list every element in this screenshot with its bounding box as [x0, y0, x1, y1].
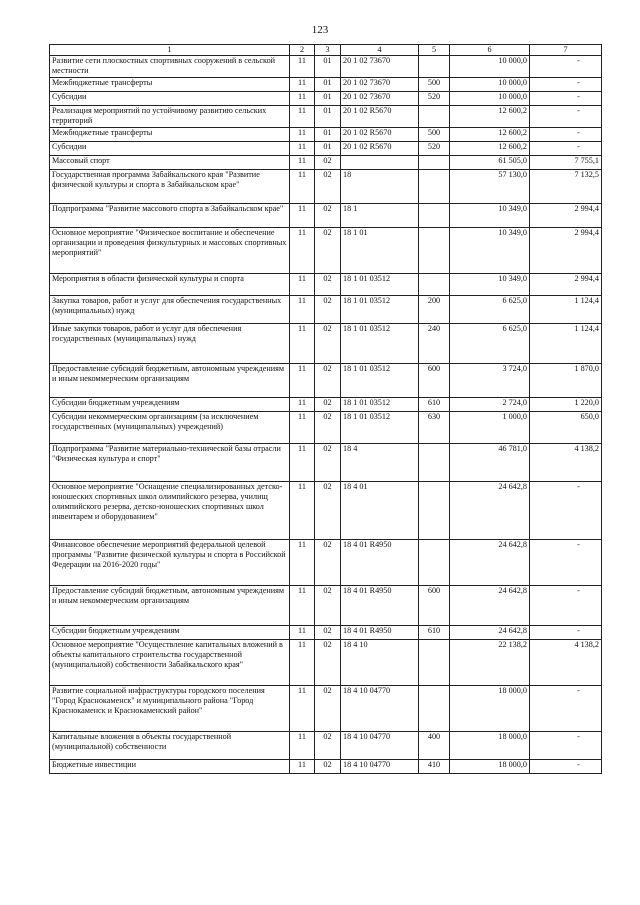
subsection-code-cell: 02: [315, 323, 341, 363]
amount2-cell: -: [530, 481, 602, 539]
amount2-cell: 1 124,4: [530, 295, 602, 323]
row-name-cell: Предоставление субсидий бюджетным, автономным учреждениям и иным некоммерческим организациям: [50, 585, 290, 625]
target-article-cell: 18 1 01 03512: [341, 323, 419, 363]
table-row: [50, 127, 602, 141]
amount2-cell: -: [530, 141, 602, 155]
table-row: [50, 169, 602, 203]
section-code-cell: 11: [290, 685, 315, 731]
section-code-cell: 11: [290, 731, 315, 759]
row-name-cell: Развитие сети плоскостных спортивных сооружений в сельской местности: [50, 56, 290, 78]
amount2-cell: 4 138,2: [530, 639, 602, 685]
section-code-cell: 11: [290, 155, 315, 169]
target-article-cell: 20 1 02 73670: [341, 77, 419, 91]
table-row: [50, 481, 602, 539]
column-header: 3: [315, 45, 341, 56]
subsection-code-cell: 01: [315, 77, 341, 91]
target-article-cell: 18 1 01 03512: [341, 397, 419, 411]
amount2-cell: 2 994,4: [530, 227, 602, 273]
amount2-cell: -: [530, 77, 602, 91]
amount-cell: 10 349,0: [450, 227, 530, 273]
amount2-cell: 650,0: [530, 411, 602, 443]
subsection-code-cell: 02: [315, 203, 341, 227]
subsection-code-cell: 02: [315, 169, 341, 203]
table-row: [50, 91, 602, 105]
subsection-code-cell: 01: [315, 105, 341, 127]
amount2-cell: -: [530, 539, 602, 585]
column-header: 7: [530, 45, 602, 56]
amount-cell: 12 600,2: [450, 105, 530, 127]
subsection-code-cell: 01: [315, 56, 341, 78]
target-article-cell: 18 4 01 R4950: [341, 625, 419, 639]
target-article-cell: 18 4 01: [341, 481, 419, 539]
table-row: [50, 56, 602, 78]
expense-type-cell: [419, 203, 450, 227]
section-code-cell: 11: [290, 759, 315, 773]
section-code-cell: 11: [290, 273, 315, 295]
subsection-code-cell: 02: [315, 397, 341, 411]
table-row: [50, 227, 602, 273]
row-name-cell: Реализация мероприятий по устойчивому развитию сельских территорий: [50, 105, 290, 127]
table-row: [50, 443, 602, 481]
amount-cell: 10 349,0: [450, 203, 530, 227]
amount-cell: 10 000,0: [450, 77, 530, 91]
target-article-cell: 18 4 01 R4950: [341, 585, 419, 625]
section-code-cell: 11: [290, 639, 315, 685]
amount2-cell: -: [530, 105, 602, 127]
row-name-cell: Основное мероприятие "Осуществление капитальных вложений в объекты капитального строительства государственной (муниципальной) собственности Забайкальского края": [50, 639, 290, 685]
amount2-cell: -: [530, 685, 602, 731]
target-article-cell: 18 1 01 03512: [341, 411, 419, 443]
target-article-cell: 18 4 10 04770: [341, 685, 419, 731]
section-code-cell: 11: [290, 411, 315, 443]
expense-type-cell: [419, 155, 450, 169]
row-name-cell: Субсидии бюджетным учреждениям: [50, 625, 290, 639]
row-name-cell: Межбюджетные трансферты: [50, 127, 290, 141]
amount-cell: 12 600,2: [450, 141, 530, 155]
table-row: [50, 203, 602, 227]
subsection-code-cell: 02: [315, 295, 341, 323]
subsection-code-cell: 02: [315, 639, 341, 685]
amount2-cell: -: [530, 759, 602, 773]
section-code-cell: 11: [290, 169, 315, 203]
row-name-cell: Государственная программа Забайкальского края "Развитие физической культуры и спорта в Забайкальском крае": [50, 169, 290, 203]
amount2-cell: -: [530, 625, 602, 639]
row-name-cell: Основное мероприятие "Физическое воспитание и обеспечение организации и проведения физкультурных и массовых спортивных мероприятий": [50, 227, 290, 273]
row-name-cell: Закупка товаров, работ и услуг для обеспечения государственных (муниципальных) нужд: [50, 295, 290, 323]
row-name-cell: Межбюджетные трансферты: [50, 77, 290, 91]
amount-cell: 6 625,0: [450, 323, 530, 363]
target-article-cell: 18 4: [341, 443, 419, 481]
target-article-cell: 18 1 01 03512: [341, 273, 419, 295]
target-article-cell: 20 1 02 R5670: [341, 127, 419, 141]
amount-cell: 24 642,8: [450, 481, 530, 539]
row-name-cell: Мероприятия в области физической культуры и спорта: [50, 273, 290, 295]
target-article-cell: 20 1 02 73670: [341, 56, 419, 78]
row-name-cell: Предоставление субсидий бюджетным, автономным учреждениям и иным некоммерческим организациям: [50, 363, 290, 397]
expense-type-cell: [419, 443, 450, 481]
amount2-cell: -: [530, 731, 602, 759]
subsection-code-cell: 02: [315, 585, 341, 625]
amount-cell: 12 600,2: [450, 127, 530, 141]
expense-type-cell: [419, 56, 450, 78]
target-article-cell: 18: [341, 169, 419, 203]
table-header-row: [50, 45, 602, 56]
subsection-code-cell: 01: [315, 141, 341, 155]
row-name-cell: Субсидии: [50, 141, 290, 155]
section-code-cell: 11: [290, 91, 315, 105]
target-article-cell: 18 1 01: [341, 227, 419, 273]
section-code-cell: 11: [290, 625, 315, 639]
section-code-cell: 11: [290, 539, 315, 585]
expense-type-cell: 520: [419, 141, 450, 155]
table-row: [50, 273, 602, 295]
table-row: [50, 155, 602, 169]
table-row: [50, 295, 602, 323]
row-name-cell: Подпрограмма "Развитие массового спорта в Забайкальском крае": [50, 203, 290, 227]
expense-type-cell: 610: [419, 625, 450, 639]
expense-type-cell: [419, 227, 450, 273]
table-row: [50, 539, 602, 585]
expense-type-cell: [419, 481, 450, 539]
table-row: [50, 585, 602, 625]
target-article-cell: 20 1 02 R5670: [341, 141, 419, 155]
amount2-cell: -: [530, 56, 602, 78]
subsection-code-cell: 02: [315, 539, 341, 585]
target-article-cell: 18 4 10: [341, 639, 419, 685]
subsection-code-cell: 02: [315, 759, 341, 773]
section-code-cell: 11: [290, 443, 315, 481]
table-row: [50, 105, 602, 127]
column-header: 2: [290, 45, 315, 56]
subsection-code-cell: 02: [315, 155, 341, 169]
expense-type-cell: 600: [419, 585, 450, 625]
row-name-cell: Субсидии бюджетным учреждениям: [50, 397, 290, 411]
expense-type-cell: 240: [419, 323, 450, 363]
amount-cell: 2 724,0: [450, 397, 530, 411]
amount-cell: 18 000,0: [450, 759, 530, 773]
expense-type-cell: 630: [419, 411, 450, 443]
row-name-cell: Подпрограмма "Развитие материально-технической базы отрасли "Физическая культура и спорт": [50, 443, 290, 481]
amount-cell: 10 349,0: [450, 273, 530, 295]
column-header: 5: [419, 45, 450, 56]
amount2-cell: 7 132,5: [530, 169, 602, 203]
subsection-code-cell: 02: [315, 685, 341, 731]
row-name-cell: Массовый спорт: [50, 155, 290, 169]
section-code-cell: 11: [290, 363, 315, 397]
row-name-cell: Развитие социальной инфраструктуры городского поселения "Город Краснокаменск" и муниципального района "Город Краснокаменск и Краснокаменский район": [50, 685, 290, 731]
expense-type-cell: 400: [419, 731, 450, 759]
expense-type-cell: 500: [419, 127, 450, 141]
subsection-code-cell: 02: [315, 731, 341, 759]
row-name-cell: Бюджетные инвестиции: [50, 759, 290, 773]
target-article-cell: [341, 155, 419, 169]
amount-cell: 10 000,0: [450, 91, 530, 105]
amount-cell: 24 642,8: [450, 539, 530, 585]
amount-cell: 61 505,0: [450, 155, 530, 169]
table-row: [50, 759, 602, 773]
table-row: [50, 731, 602, 759]
amount-cell: 3 724,0: [450, 363, 530, 397]
amount2-cell: -: [530, 127, 602, 141]
target-article-cell: 18 1 01 03512: [341, 295, 419, 323]
section-code-cell: 11: [290, 585, 315, 625]
expense-type-cell: 200: [419, 295, 450, 323]
amount2-cell: 1 124,4: [530, 323, 602, 363]
subsection-code-cell: 01: [315, 127, 341, 141]
subsection-code-cell: 02: [315, 411, 341, 443]
row-name-cell: Основное мероприятие "Оснащение специализированных детско-юношеских спортивных школ олимпийского резерва, училищ олимпийского резерва, детско-юношеских спортивных школ инвентарем и оборудованием": [50, 481, 290, 539]
subsection-code-cell: 02: [315, 443, 341, 481]
table-row: [50, 141, 602, 155]
amount2-cell: -: [530, 91, 602, 105]
amount2-cell: 1 220,0: [530, 397, 602, 411]
target-article-cell: 18 1 01 03512: [341, 363, 419, 397]
subsection-code-cell: 02: [315, 273, 341, 295]
table-row: [50, 323, 602, 363]
amount-cell: 46 781,0: [450, 443, 530, 481]
row-name-cell: Субсидии: [50, 91, 290, 105]
expense-type-cell: [419, 639, 450, 685]
section-code-cell: 11: [290, 141, 315, 155]
expense-type-cell: [419, 169, 450, 203]
target-article-cell: 20 1 02 R5670: [341, 105, 419, 127]
expense-type-cell: [419, 539, 450, 585]
amount-cell: 18 000,0: [450, 731, 530, 759]
table-row: [50, 363, 602, 397]
amount-cell: 24 642,8: [450, 585, 530, 625]
table-row: [50, 77, 602, 91]
amount2-cell: 2 994,4: [530, 203, 602, 227]
section-code-cell: 11: [290, 227, 315, 273]
amount-cell: 24 642,8: [450, 625, 530, 639]
expense-type-cell: [419, 685, 450, 731]
amount-cell: 18 000,0: [450, 685, 530, 731]
amount2-cell: -: [530, 585, 602, 625]
table-row: [50, 411, 602, 443]
table-row: [50, 685, 602, 731]
section-code-cell: 11: [290, 397, 315, 411]
column-header: 1: [50, 45, 290, 56]
subsection-code-cell: 01: [315, 91, 341, 105]
subsection-code-cell: 02: [315, 363, 341, 397]
section-code-cell: 11: [290, 481, 315, 539]
subsection-code-cell: 02: [315, 625, 341, 639]
amount-cell: 1 000,0: [450, 411, 530, 443]
amount-cell: 22 138,2: [450, 639, 530, 685]
budget-table: [49, 44, 602, 774]
section-code-cell: 11: [290, 56, 315, 78]
expense-type-cell: 500: [419, 77, 450, 91]
subsection-code-cell: 02: [315, 481, 341, 539]
amount2-cell: 7 755,1: [530, 155, 602, 169]
column-header: 6: [450, 45, 530, 56]
amount-cell: 10 000,0: [450, 56, 530, 78]
section-code-cell: 11: [290, 105, 315, 127]
target-article-cell: 18 4 10 04770: [341, 731, 419, 759]
target-article-cell: 18 4 01 R4950: [341, 539, 419, 585]
amount-cell: 57 130,0: [450, 169, 530, 203]
expense-type-cell: 610: [419, 397, 450, 411]
expense-type-cell: 520: [419, 91, 450, 105]
section-code-cell: 11: [290, 77, 315, 91]
row-name-cell: Субсидии некоммерческим организациям (за исключением государственных (муниципальных) учреждений): [50, 411, 290, 443]
row-name-cell: Финансовое обеспечение мероприятий федеральной целевой программы "Развитие физической культуры и спорта в Российской Федерации на 2016-2020 годы": [50, 539, 290, 585]
expense-type-cell: 410: [419, 759, 450, 773]
table-row: [50, 625, 602, 639]
expense-type-cell: [419, 273, 450, 295]
column-header: 4: [341, 45, 419, 56]
amount-cell: 6 625,0: [450, 295, 530, 323]
target-article-cell: 18 1: [341, 203, 419, 227]
expense-type-cell: 600: [419, 363, 450, 397]
table-row: [50, 397, 602, 411]
section-code-cell: 11: [290, 127, 315, 141]
amount2-cell: 4 138,2: [530, 443, 602, 481]
section-code-cell: 11: [290, 295, 315, 323]
section-code-cell: 11: [290, 323, 315, 363]
expense-type-cell: [419, 105, 450, 127]
amount2-cell: 1 870,0: [530, 363, 602, 397]
page-number: 123: [311, 24, 329, 36]
table-row: [50, 639, 602, 685]
section-code-cell: 11: [290, 203, 315, 227]
row-name-cell: Иные закупки товаров, работ и услуг для обеспечения государственных (муниципальных) нужд: [50, 323, 290, 363]
target-article-cell: 18 4 10 04770: [341, 759, 419, 773]
subsection-code-cell: 02: [315, 227, 341, 273]
row-name-cell: Капитальные вложения в объекты государственной (муниципальной) собственности: [50, 731, 290, 759]
amount2-cell: 2 994,4: [530, 273, 602, 295]
target-article-cell: 20 1 02 73670: [341, 91, 419, 105]
